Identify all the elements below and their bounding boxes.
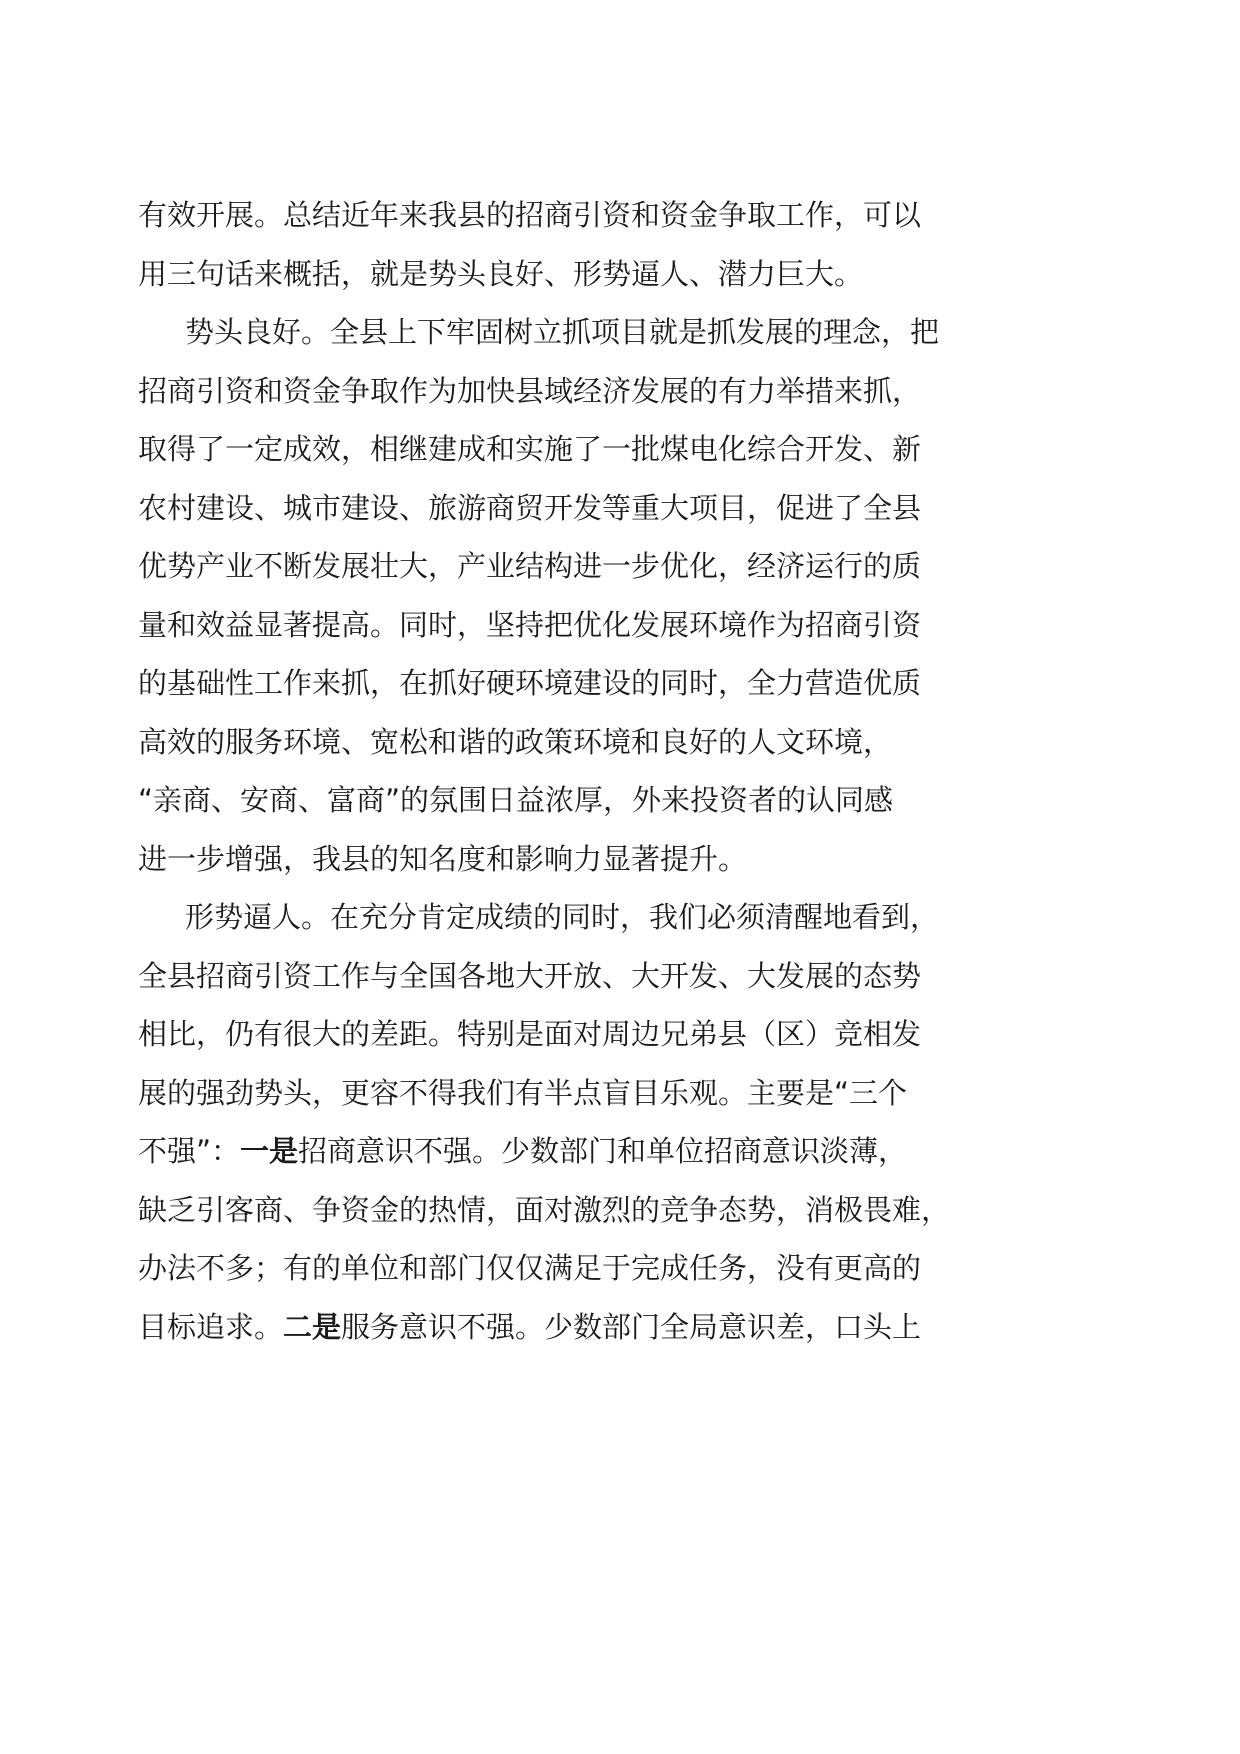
text-line xyxy=(138,1005,968,1064)
bold-text-segment: 二是 xyxy=(283,1309,342,1344)
text-line xyxy=(138,830,968,889)
text-line xyxy=(138,1064,968,1123)
text-line xyxy=(138,1298,968,1357)
text-segment: 办法不多；有的单位和部门仅仅满足于完成任务，没有更高的 xyxy=(138,1251,922,1285)
text-segment: “亲商、安商、富商”的氛围日益浓厚，外来投资者的认同感 xyxy=(138,783,894,817)
text-line xyxy=(138,713,968,772)
bold-text-segment: 一是 xyxy=(240,1134,299,1168)
text-segment: 高效的服务环境、宽松和谐的政策环境和良好的人文环境， xyxy=(138,724,893,759)
text-line xyxy=(138,420,968,479)
text-segment: 形势逼人。在充分肯定成绩的同时，我们必须清醒地看到， xyxy=(185,900,940,934)
text-line xyxy=(138,654,968,713)
text-segment: 展的强劲势头，更容不得我们有半点盲目乐观。主要是“三个 xyxy=(138,1075,908,1110)
text-segment: 取得了一定成效，相继建成和实施了一批煤电化综合开发、新 xyxy=(138,432,922,466)
text-line xyxy=(138,888,968,947)
text-segment: 不强”： xyxy=(138,1134,241,1168)
text-line xyxy=(138,537,968,596)
text-segment: 缺乏引客商、争资金的热情，面对激烈的竞争态势，消极畏难， xyxy=(138,1192,951,1227)
text-line xyxy=(138,245,968,304)
text-segment: 招商引资和资金争取作为加快县域经济发展的有力举措来抓， xyxy=(138,373,922,408)
text-segment: 进一步增强，我县的知名度和影响力显著提升。 xyxy=(138,841,748,876)
text-segment: 相比，仍有很大的差距。特别是面对周边兄弟县（区）竞相发 xyxy=(138,1017,922,1051)
text-line xyxy=(138,947,968,1006)
text-segment: 优势产业不断发展壮大，产业结构进一步优化，经济运行的质 xyxy=(138,549,922,583)
text-line xyxy=(138,362,968,421)
text-line xyxy=(138,771,968,830)
text-line xyxy=(138,186,968,245)
text-segment: 用三句话来概括，就是势头良好、形势逼人、潜力巨大。 xyxy=(138,256,864,291)
text-segment: 有效开展。总结近年来我县的招商引资和资金争取工作，可以 xyxy=(138,198,922,232)
text-line xyxy=(138,1122,968,1181)
text-segment: 的基础性工作来抓，在抓好硬环境建设的同时，全力营造优质 xyxy=(138,666,922,700)
text-segment: 量和效益显著提高。同时，坚持把优化发展环境作为招商引资 xyxy=(138,607,922,642)
text-segment: 全县招商引资工作与全国各地大开放、大开发、大发展的态势 xyxy=(138,958,922,993)
text-segment: 招商意识不强。少数部门和单位招商意识淡薄， xyxy=(298,1134,908,1168)
text-segment: 势头良好。全县上下牢固树立抓项目就是抓发展的理念，把 xyxy=(185,315,940,349)
text-line xyxy=(138,1239,968,1298)
document-body xyxy=(138,186,968,1356)
text-line xyxy=(138,303,968,362)
text-segment: 服务意识不强。少数部门全局意识差，口头上 xyxy=(341,1309,922,1344)
text-line xyxy=(138,596,968,655)
text-line xyxy=(138,479,968,538)
text-segment: 目标追求。 xyxy=(138,1309,284,1344)
text-segment: 农村建设、城市建设、旅游商贸开发等重大项目，促进了全县 xyxy=(138,490,922,525)
text-line xyxy=(138,1181,968,1240)
